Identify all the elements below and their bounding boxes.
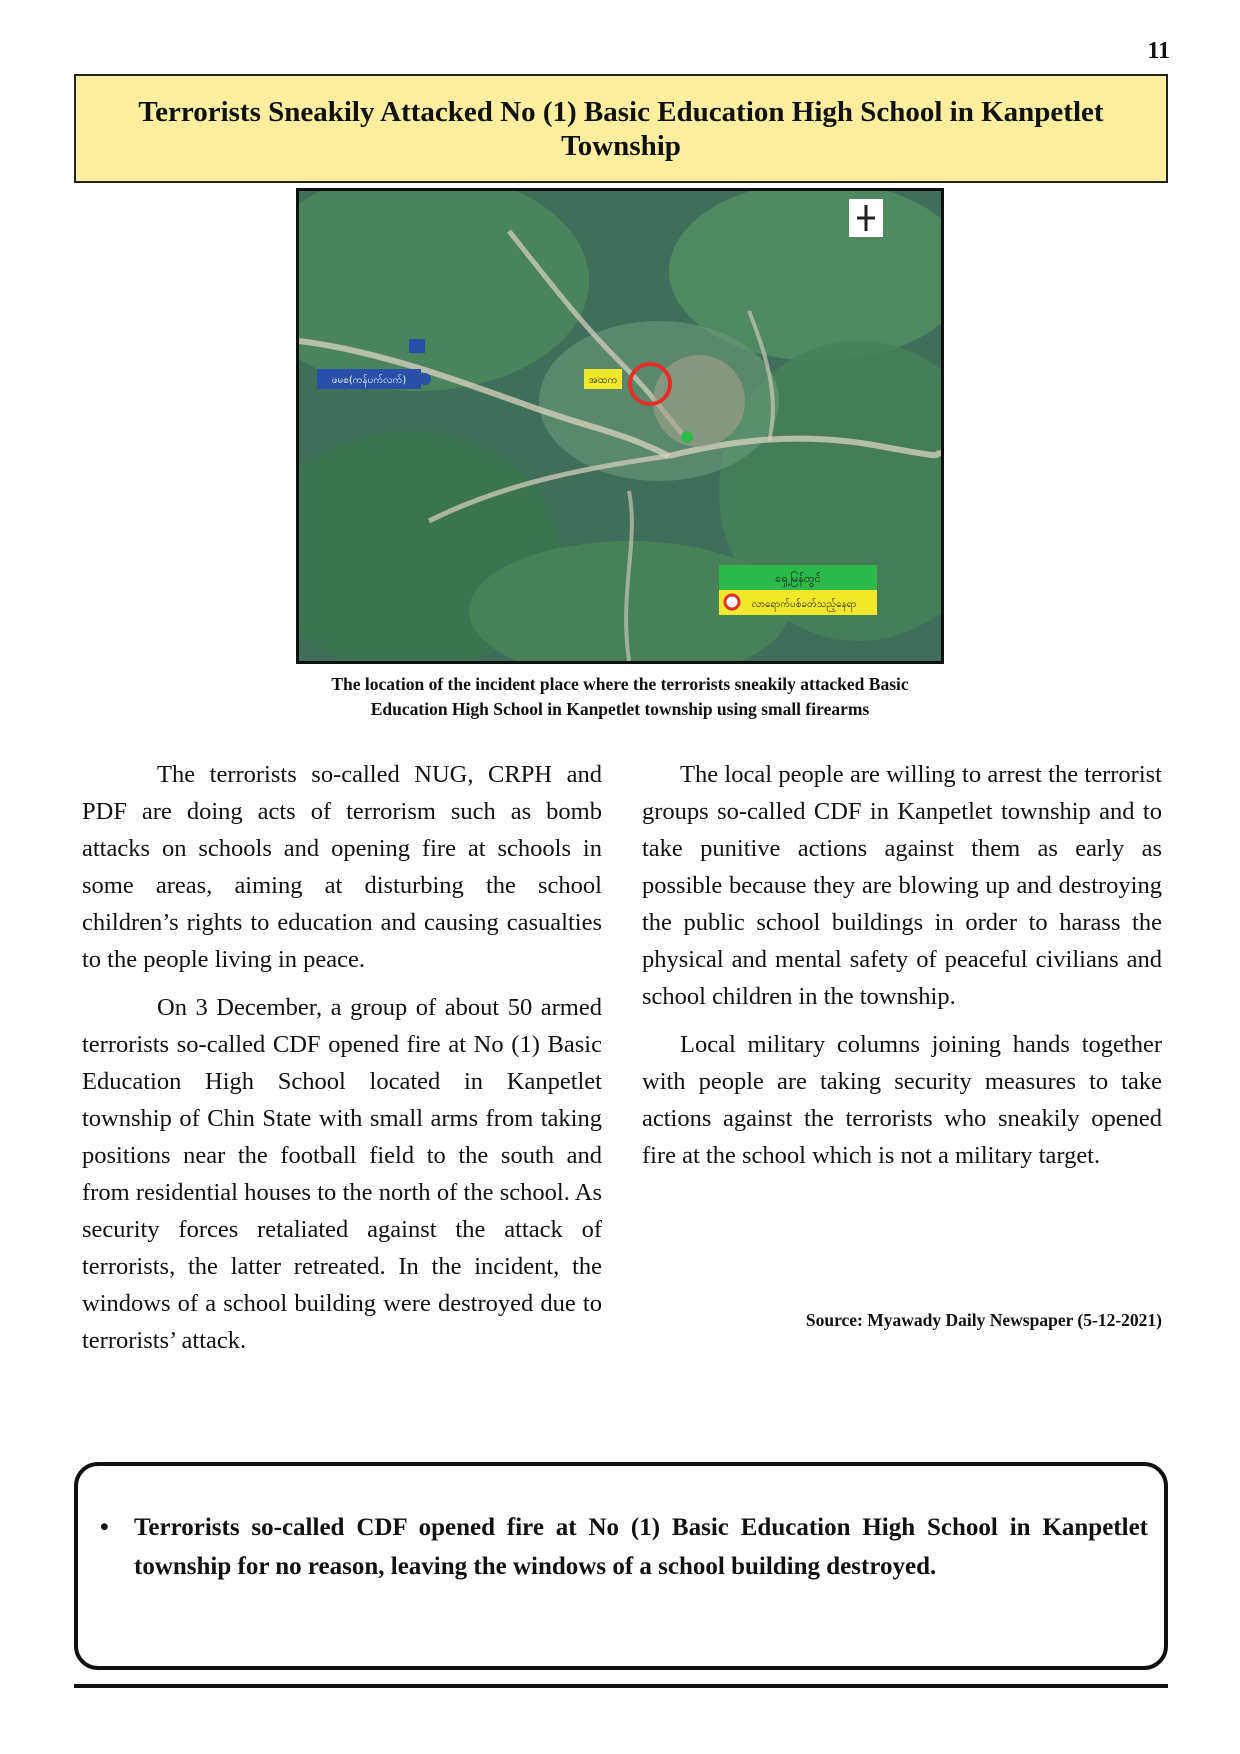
bottom-rule xyxy=(74,1684,1168,1688)
page-number: 11 xyxy=(1147,38,1170,64)
legend-circle-icon xyxy=(725,595,739,609)
right-column xyxy=(642,756,1162,1185)
summary-item xyxy=(100,1508,1148,1586)
article-title: Terrorists Sneakily Attacked No (1) Basic Education High School in Kanpetlet Township xyxy=(138,95,1104,162)
summary-box xyxy=(74,1462,1168,1670)
legend-top-label: ရှေ့မြန်တွင် xyxy=(775,572,821,585)
paragraph: Local military columns joining hands together with people are taking security measures to take actions against the terrorists who sneakily opened fire at the school which is not a military target. xyxy=(642,1031,1162,1169)
summary-text: Terrorists so-called CDF opened fire at No (1) Basic Education High School in Kanpetlet township for no reason, leaving the windows of a school building destroyed. xyxy=(134,1514,1148,1580)
paragraph: The local people are willing to arrest the terrorist groups so-called CDF in Kanpetlet township and to take punitive actions against them as early as possible because they are blowing up and destroying the public school buildings in order to harass the physical and mental safety of peaceful civilians and school children in the township. xyxy=(642,761,1162,1010)
map-pin-icon xyxy=(681,431,693,443)
figure-caption: The location of the incident place where the terrorists sneakily attacked Basic Education High School in Kanpetlet township using small firearms xyxy=(331,674,909,719)
title-box xyxy=(74,74,1168,183)
bullet-icon: • xyxy=(100,1514,109,1541)
left-column xyxy=(82,756,602,1370)
map-label-center: အထက xyxy=(588,375,618,386)
map-image xyxy=(299,191,941,661)
satellite-map xyxy=(296,188,944,664)
source-citation: Source: Myawady Daily Newspaper (5-12-2021) xyxy=(805,1310,1162,1330)
legend-bottom-label: လာရောက်ပစ်ခတ်သည့်နေရာ xyxy=(751,599,857,610)
paragraph: The terrorists so-called NUG, CRPH and PDF are doing acts of terrorism such as bomb attacks on schools and opening fire at schools in some areas, aiming at disturbing the school children’s rights to education and causing casualties to the people living in peace. xyxy=(82,761,602,973)
paragraph: On 3 December, a group of about 50 armed terrorists so-called CDF opened fire at No (1) Basic Education High School located in Kanpetlet township of Chin State with small arms from taking positions near the football field to the south and from residential houses to the north of the school. As security forces retaliated against the attack of terrorists, the latter retreated. In the incident, the windows of a school building were destroyed due to terrorists’ attack. xyxy=(82,994,602,1354)
map-label-left: ဖမစ(ကန်ပက်လက်) xyxy=(331,375,407,386)
